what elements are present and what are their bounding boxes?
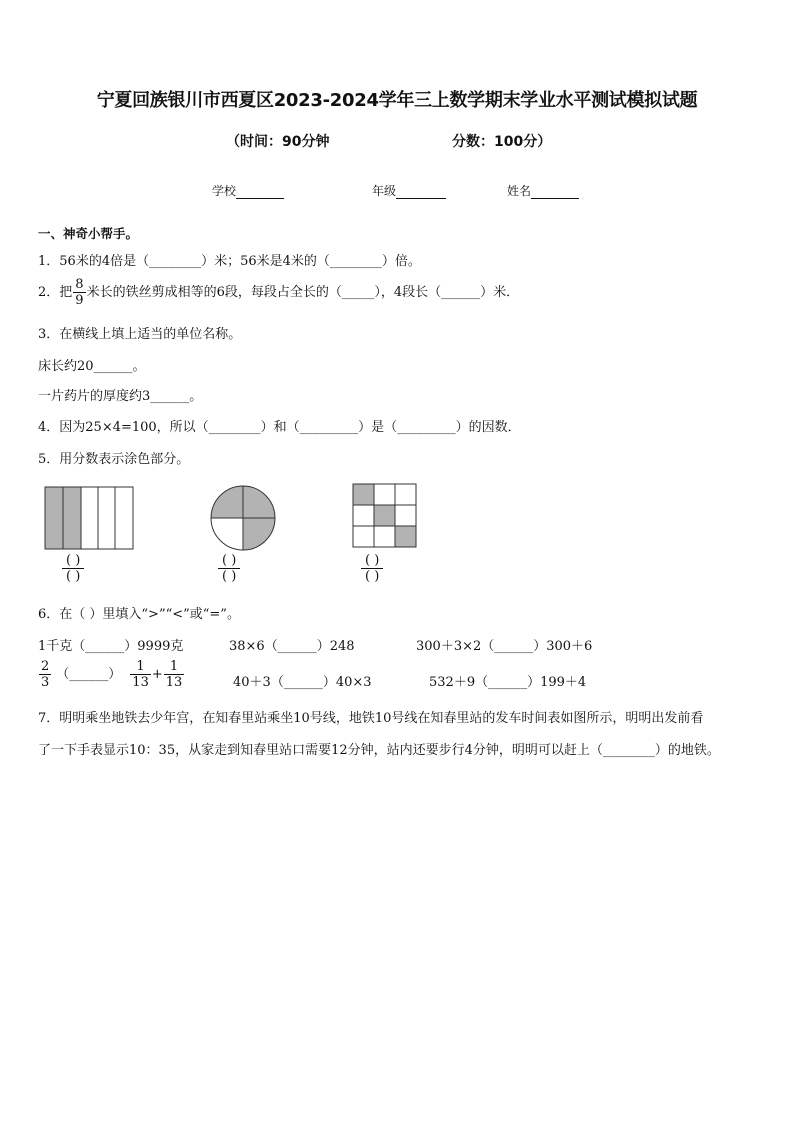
quarter-bl <box>211 518 243 550</box>
quarter-shaded-tl <box>211 486 243 518</box>
exam-title: 宁夏回族银川市西夏区2023-2024学年三上数学期末学业水平测试模拟试题 <box>96 90 698 111</box>
cell-1-3 <box>395 484 416 505</box>
cell-1-1 <box>353 484 374 505</box>
name-field[interactable] <box>507 182 579 199</box>
section-heading: 一、神奇小帮手。 <box>38 226 139 241</box>
cell-2-1 <box>353 505 374 526</box>
q6-item-5: 40＋3（______）40×3 <box>233 675 372 690</box>
q2-prefix: 2．把 <box>38 285 73 300</box>
cell-3-3 <box>395 526 416 547</box>
cell-3-1 <box>353 526 374 547</box>
strip-shaded-1 <box>45 487 63 549</box>
question-5: 5．用分数表示涂色部分。 <box>38 452 190 467</box>
strip-4 <box>98 487 115 549</box>
question-1: 1．56米的4倍是（________）米；56米是4米的（________）倍。 <box>38 254 421 269</box>
grade-blank[interactable] <box>396 184 446 199</box>
question-2 <box>38 277 519 308</box>
q6-blank[interactable]: （______） <box>56 667 122 682</box>
q6-item-6: 532＋9（______）199＋4 <box>429 675 587 690</box>
exam-time: （时间：90分钟 <box>226 134 330 150</box>
question-6: 6．在（ ）里填入“>”“<”或“=”。 <box>38 607 240 622</box>
grade-field[interactable] <box>372 182 446 199</box>
cell-2-3 <box>395 505 416 526</box>
cell-2-2 <box>374 505 395 526</box>
q2-suffix: 米长的铁丝剪成相等的6段，每段占全长的（_____），4段长（______）米． <box>86 285 520 300</box>
school-blank[interactable] <box>236 184 284 199</box>
q6-item-3: 300＋3×2（______）300＋6 <box>416 639 593 654</box>
strip-shaded-2 <box>63 487 81 549</box>
cell-3-2 <box>374 526 395 547</box>
question-7-line-1: 7．明明乘坐地铁去少年宫，在知春里站乘坐10号线，地铁10号线在知春里站的发车时间表如图所示，明明出发前看 <box>38 711 704 726</box>
q6-item-1: 1千克（______）9999克 <box>38 639 184 654</box>
question-7-line-2: 了一下手表显示10：35，从家走到知春里站口需要12分钟，站内还要步行4分钟，明明可以赶上（________）的地铁。 <box>38 743 720 758</box>
figure-grid-3x3 <box>352 483 420 551</box>
figure-circle-quarters <box>208 483 278 553</box>
question-3b: 一片药片的厚度约3______。 <box>38 389 203 404</box>
question-4: 4．因为25×4=100，所以（________）和（_________）是（_________）的因数． <box>38 420 521 435</box>
question-3a: 床长约20______。 <box>38 359 146 374</box>
q6-item-2: 38×6（______）248 <box>229 639 355 654</box>
q6-fraction-c: $\frac{1}{13}$ <box>165 659 183 690</box>
exam-score: 分数：100分） <box>452 134 552 150</box>
school-label: 学校 <box>212 184 237 198</box>
quarter-shaded-br <box>243 518 275 550</box>
strip-5 <box>115 487 133 549</box>
figure1-answer[interactable]: ( ) ( ) <box>62 553 84 584</box>
q6-item-4 <box>38 659 185 690</box>
question-3: 3．在横线上填上适当的单位名称。 <box>38 327 242 342</box>
grade-label: 年级 <box>372 184 397 198</box>
figure-rectangle-strips <box>44 486 136 552</box>
q2-fraction: $\frac{8}{9}$ <box>75 277 84 308</box>
figure2-answer[interactable]: ( ) ( ) <box>218 553 240 584</box>
q6-plus-sign: + <box>151 667 163 682</box>
name-label: 姓名 <box>507 184 532 198</box>
q6-fraction-a: $\frac{2}{3}$ <box>41 659 50 690</box>
cell-1-2 <box>374 484 395 505</box>
quarter-shaded-tr <box>243 486 275 518</box>
q6-fraction-b: $\frac{1}{13}$ <box>132 659 149 690</box>
name-blank[interactable] <box>531 184 579 199</box>
figure3-answer[interactable]: ( ) ( ) <box>361 553 383 584</box>
strip-3 <box>81 487 98 549</box>
school-field[interactable] <box>212 182 284 199</box>
